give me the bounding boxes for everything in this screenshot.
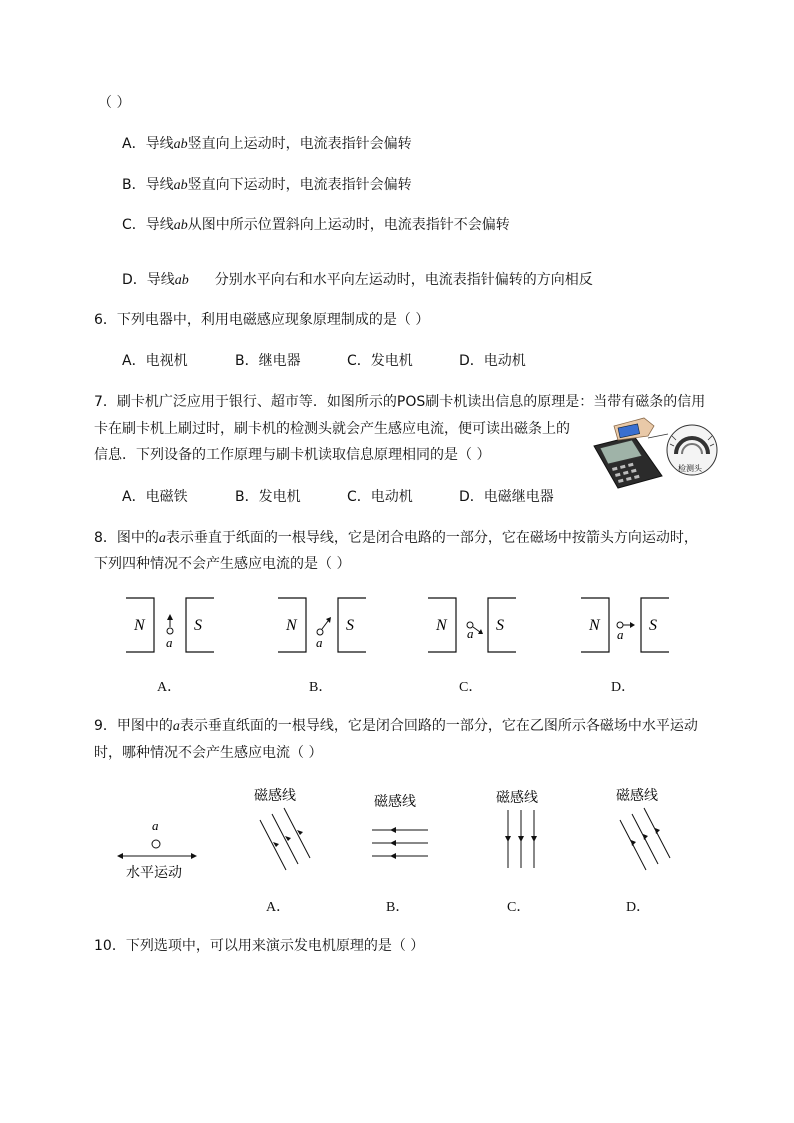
north-pole-label: N <box>286 617 297 634</box>
q9-field-figure-a[interactable] <box>250 784 320 874</box>
pos-terminal-figure <box>588 416 718 490</box>
wire-a-label: a <box>152 818 159 833</box>
south-pole-label: S <box>649 617 657 634</box>
q6-option-b[interactable]: B．继电器 <box>235 353 301 369</box>
q9-wire-motion-figure <box>114 816 204 886</box>
q7-stem-line1: 7．刷卡机广泛应用于银行、超市等．如图所示的POS刷卡机读出信息的原理是：当带有磁条的信用 <box>94 394 706 410</box>
field-lines-label: 磁感线 <box>254 788 296 804</box>
q9-stem-line2: 时，哪种情况不会产生感应电流（ ） <box>94 745 323 761</box>
q9-caption-a: A． <box>266 900 291 915</box>
q9-field-figure-b[interactable] <box>366 790 436 870</box>
detector-head-label: 检测头 <box>678 464 702 473</box>
q5-answer-paren: （ ） <box>98 95 131 111</box>
south-pole-label: S <box>346 617 354 634</box>
q8-magnet-figure-d[interactable] <box>579 596 671 654</box>
q9-caption-b: B． <box>386 900 410 915</box>
field-lines-label: 磁感线 <box>496 790 538 806</box>
q7-stem-line3: 信息．下列设备的工作原理与刷卡机读取信息原理相同的是（ ） <box>94 447 491 463</box>
wire-a-label: a <box>617 627 624 642</box>
q5-option-b[interactable]: B．导线ab竖直向下运动时，电流表指针会偏转 <box>122 177 412 193</box>
north-pole-label: N <box>589 617 600 634</box>
q8-magnet-figure-a[interactable] <box>124 596 216 654</box>
q8-magnet-figure-b[interactable] <box>276 596 368 654</box>
q8-caption-b: B． <box>309 680 333 695</box>
wire-a-label: a <box>467 626 474 641</box>
q8-magnet-figure-c[interactable] <box>426 596 518 654</box>
q9-field-figure-d[interactable] <box>612 784 682 874</box>
south-pole-label: S <box>496 617 504 634</box>
q7-option-c[interactable]: C．电动机 <box>347 489 413 505</box>
q5-option-c[interactable]: C．导线ab从图中所示位置斜向上运动时，电流表指针不会偏转 <box>122 217 510 233</box>
q8-caption-d: D． <box>611 680 636 695</box>
q7-option-d[interactable]: D．电磁继电器 <box>459 489 554 505</box>
q8-stem-line1: 8．图中的a表示垂直于纸面的一根导线，它是闭合电路的一部分，它在磁场中按箭头方向运动时， <box>94 530 698 546</box>
field-lines-label: 磁感线 <box>374 794 416 810</box>
q9-caption-d: D． <box>626 900 651 915</box>
q9-stem-line1: 9．甲图中的a表示垂直纸面的一根导线，它是闭合回路的一部分，它在乙图所示各磁场中水平运动 <box>94 718 698 734</box>
q5-option-d[interactable]: D．导线ab 分别水平向右和水平向左运动时，电流表指针偏转的方向相反 <box>122 272 593 288</box>
q8-stem-line2: 下列四种情况不会产生感应电流的是（ ） <box>94 556 351 572</box>
wire-a-label: a <box>166 635 173 650</box>
q6-stem: 6．下列电器中，利用电磁感应现象原理制成的是（ ） <box>94 312 430 328</box>
north-pole-label: N <box>436 617 447 634</box>
q6-option-c[interactable]: C．发电机 <box>347 353 413 369</box>
q10-stem: 10．下列选项中，可以用来演示发电机原理的是（ ） <box>94 938 425 954</box>
q8-caption-c: C． <box>459 680 483 695</box>
q6-option-a[interactable]: A．电视机 <box>122 353 188 369</box>
q7-option-b[interactable]: B．发电机 <box>235 489 301 505</box>
q5-option-a[interactable]: A．导线ab竖直向上运动时，电流表指针会偏转 <box>122 136 412 152</box>
south-pole-label: S <box>194 617 202 634</box>
q9-caption-c: C． <box>507 900 531 915</box>
field-lines-label: 磁感线 <box>616 788 658 804</box>
horizontal-motion-label: 水平运动 <box>126 865 182 881</box>
wire-a-label: a <box>316 635 323 650</box>
q7-option-a[interactable]: A．电磁铁 <box>122 489 188 505</box>
north-pole-label: N <box>134 617 145 634</box>
q7-stem-line2: 卡在刷卡机上刷过时，刷卡机的检测头就会产生感应电流，便可读出磁条上的 <box>94 421 570 437</box>
q9-field-figure-c[interactable] <box>492 786 552 876</box>
q6-option-d[interactable]: D．电动机 <box>459 353 526 369</box>
q8-caption-a: A． <box>157 680 182 695</box>
